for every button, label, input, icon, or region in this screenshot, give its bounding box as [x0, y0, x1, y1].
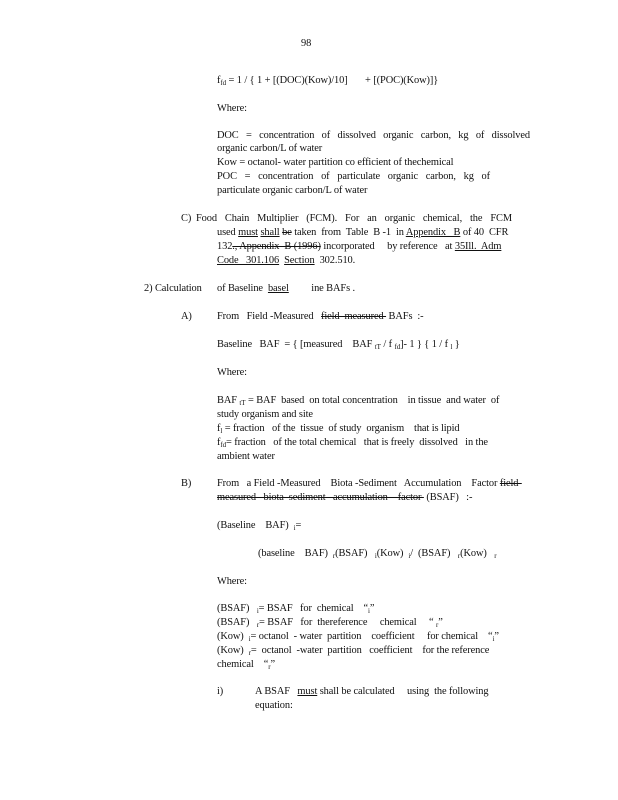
- item-i-line-2: equation:: [255, 700, 293, 711]
- definition-baf-line-2: study organism and site: [217, 409, 313, 420]
- struck-appendix-reference: ., Appendix B (1996): [232, 241, 321, 252]
- item-c-line-4: Code 301.106 Section 302.510.: [217, 255, 356, 266]
- where-label-2: Where:: [217, 367, 247, 378]
- item-b-label: B): [181, 478, 192, 489]
- item-c-line-1: Food Chain Multiplier (FCM). For an organic chemical, the FCM: [196, 213, 512, 224]
- item-a-heading: From Field -Measured field measured BAFs :-: [217, 311, 424, 322]
- inserted-adm-code: 35Ill. Adm: [454, 241, 502, 252]
- appendix-b-link: Appendix B: [405, 227, 461, 238]
- formula-bsaf-lhs: (Baseline BAF) $_i$=: [217, 520, 302, 532]
- definition-poc-line-1: POC = concentration of particulate organic carbon, kg of: [217, 171, 490, 182]
- item-i-line-1: A BSAF must shall be calculated using the following: [255, 686, 489, 697]
- definition-ffd-line-2: ambient water: [217, 451, 275, 462]
- item-c-line-2: used must shall be taken from Table B -1 in Appendix B of 40 CFR: [217, 227, 509, 238]
- definition-bsaf-r: (BSAF) $_r$= BSAF for thereference chemical “ $_r$”: [217, 617, 443, 629]
- definition-poc-line-2: particulate organic carbon/L of water: [217, 185, 368, 196]
- where-label-3: Where:: [217, 576, 247, 587]
- formula-fd: $f_{fd} = 1$ / { 1 + [(DOC)(Kow)/10] + [(POC)(Kow)]}: [217, 75, 439, 87]
- item-c-line-3: 132., Appendix B (1996) incorporated by reference at 35Ill. Adm: [217, 241, 502, 252]
- inserted-shall: shall: [260, 227, 280, 238]
- item-b-line-2: measured biota sediment accumulation factor (BSAF) :-: [217, 492, 473, 503]
- definition-kow-r-line-1: (Kow) $_r$= octanol -water partition coefficient for the reference: [217, 645, 490, 657]
- inserted-must: must: [238, 227, 258, 238]
- definition-fl: $f_l$ = fraction of the tissue of study organism that is lipid: [217, 423, 460, 435]
- struck-be: be: [282, 227, 292, 238]
- item-2-label: 2) Calculation: [144, 283, 202, 294]
- definition-doc-line-1: DOC = concentration of dissolved organic carbon, kg of dissolved: [217, 130, 530, 141]
- struck-field-measured: field measured: [321, 311, 387, 322]
- item-i-label: i): [217, 686, 224, 697]
- item-b-line-1: From a Field -Measured Biota -Sediment Accumulation Factor field-: [217, 478, 522, 489]
- item-a-label: A): [181, 311, 192, 322]
- struck-bsaf-phrase: measured biota sediment accumulation factor: [217, 492, 424, 503]
- where-label-1: Where:: [217, 103, 247, 114]
- definition-ffd-line-1: $f_{fd}=$ fraction of the total chemical that is freely dissolved in the: [217, 437, 488, 449]
- formula-baseline-baf: Baseline BAF = { [measured BAF $_{tT}$ / f $_{fd}$]- 1 } { 1 / f $_l$ }: [217, 339, 460, 351]
- definition-kow-r-line-2: chemical “$_r$”: [217, 659, 275, 671]
- item-2-heading: of Baseline basel ine BAFs .: [217, 283, 356, 294]
- definition-doc-line-2: organic carbon/L of water: [217, 143, 323, 154]
- definition-bsaf-i: (BSAF) $_i$= BSAF for chemical “$_i$”: [217, 603, 375, 615]
- formula-bsaf-rhs: (baseline BAF) $_r$(BSAF) $_i$(Kow) $_i$/ (BSAF) $_r$(Kow) $_r$: [258, 548, 497, 560]
- definition-kow-i: (Kow) $_i$= octanol - water partition coefficient for chemical “$_i$”: [217, 631, 499, 643]
- definition-kow: Kow = octanol- water partition co efficient of thechemical: [217, 157, 454, 168]
- page-number: 98: [301, 38, 312, 49]
- item-c-label: C): [181, 213, 192, 224]
- definition-baf-line-1: BAF $_{tT}$ = BAF based on total concentration in tissue and water of: [217, 395, 500, 407]
